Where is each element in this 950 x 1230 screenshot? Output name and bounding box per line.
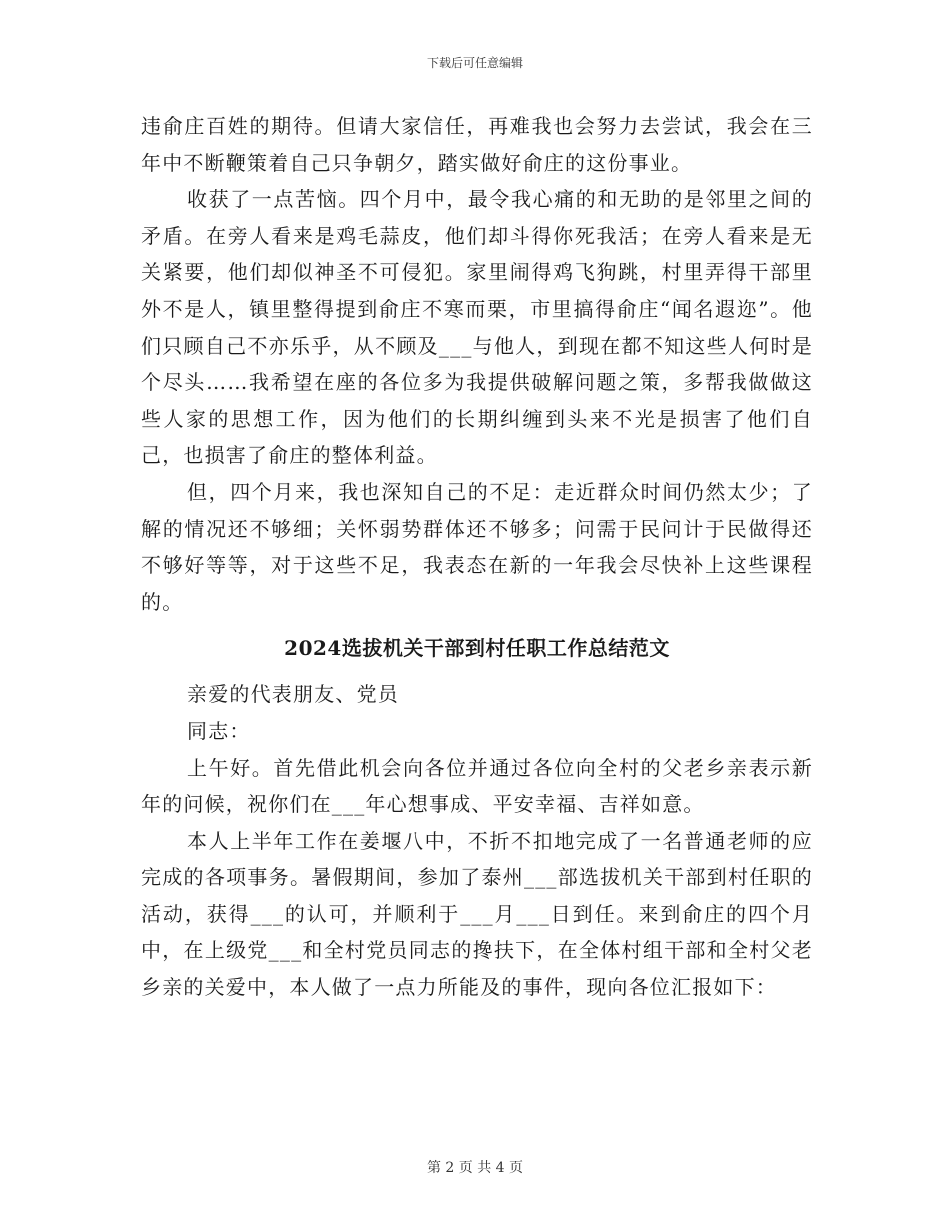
paragraph-greeting: 上午好。首先借此机会向各位并通过各位向全村的父老乡亲表示新年的问候，祝你们在___年心想事成、平安幸福、吉祥如意。 — [141, 755, 813, 817]
salutation-line-2: 同志： — [187, 718, 251, 743]
paragraph-continuation: 违俞庄百姓的期待。但请大家信任，再难我也会努力去尝试，我会在三年中不断鞭策着自己只争朝夕，踏实做好俞庄的这份事业。 — [141, 114, 813, 175]
paragraph-report-intro: 本人上半年工作在姜堰八中，不折不扣地完成了一名普通老师的应完成的各项事务。暑假期间，参加了泰州___部选拔机关干部到村任职的活动，获得___的认可，并顺利于___月___日到任。来到俞庄的四个月中，在上级党___和全村党员同志的搀扶下，在全体村组干部和全村父老乡亲的关爱中，本人做了一点力所能及的事件，现向各位汇报如下： — [141, 828, 813, 1000]
page-header-note: 下载后可任意编辑 — [426, 56, 523, 70]
paragraph-shortcomings: 但，四个月来，我也深知自己的不足：走近群众时间仍然太少；了解的情况还不够细；关怀弱势群体还不够多；问需于民问计于民做得还不够好等等，对于这些不足，我表态在新的一年我会尽快补上这些课程的。 — [141, 479, 813, 614]
page-footer-number: 第 2 页 共 4 页 — [426, 1160, 524, 1176]
salutation-line-1: 亲爱的代表朋友、党员 — [187, 682, 399, 707]
section-title: 2024选拔机关干部到村任职工作总结范文 — [284, 636, 670, 661]
paragraph-troubles: 收获了一点苦恼。四个月中，最令我心痛的和无助的是邻里之间的矛盾。在旁人看来是鸡毛蒜皮，他们却斗得你死我活；在旁人看来是无关紧要，他们却似神圣不可侵犯。家里闹得鸡飞狗跳，村里弄得干部里外不是人，镇里整得提到俞庄不寒而栗，市里搞得俞庄“闻名遐迩”。他们只顾自己不亦乐乎，从不顾及___与他人，到现在都不知这些人何时是个尽头……我希望在座的各位多为我提供破解问题之策，多帮我做做这些人家的思想工作，因为他们的长期纠缠到头来不光是损害了他们自己，也损害了俞庄的整体利益。 — [141, 187, 813, 468]
document-body — [141, 108, 813, 1006]
